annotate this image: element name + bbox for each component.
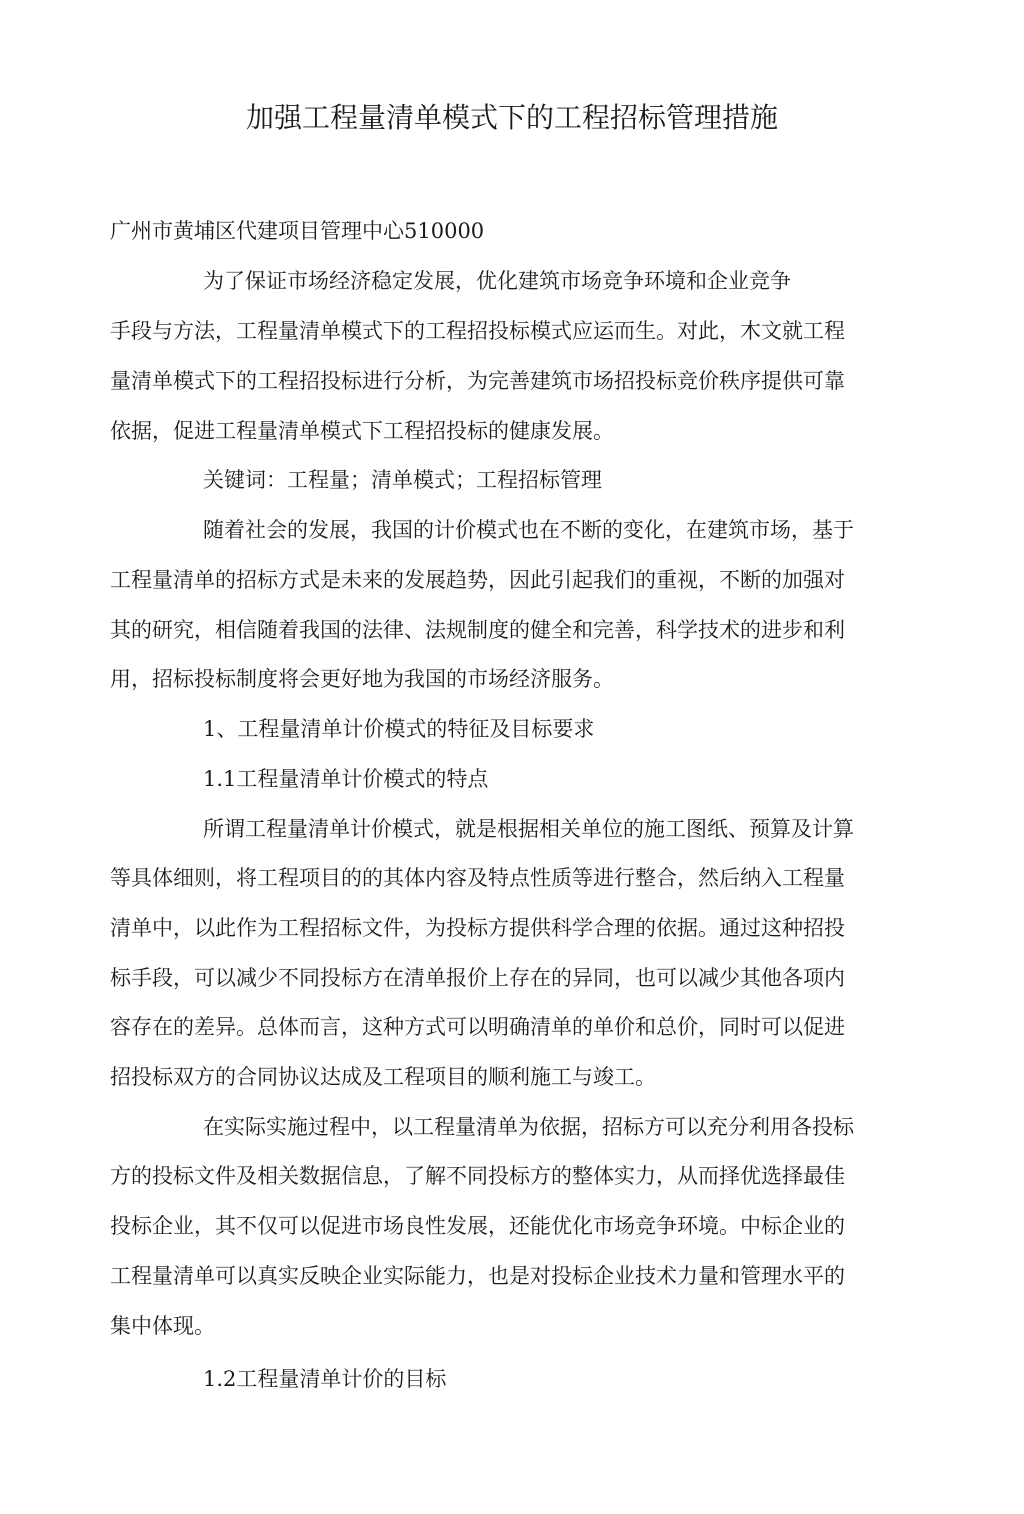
body-line: 招投标双方的合同协议达成及工程项目的顺利施工与竣工。 [110, 1065, 656, 1089]
body-line: 等具体细则，将工程项目的的其体内容及特点性质等进行整合，然后纳入工程量 [110, 866, 845, 890]
body-line: 工程量清单可以真实反映企业实际能力，也是对投标企业技术力量和管理水平的 [110, 1264, 845, 1288]
abstract-line: 依据，促进工程量清单模式下工程招投标的健康发展。 [110, 419, 614, 443]
body-line: 其的研究，相信随着我国的法律、法规制度的健全和完善，科学技术的进步和利 [110, 618, 845, 642]
abstract-line: 量清单模式下的工程招投标进行分析，为完善建筑市场招投标竞价秩序提供可靠 [110, 369, 845, 393]
abstract-line: 为了保证市场经济稳定发展，优化建筑市场竞争环境和企业竞争 [203, 269, 791, 293]
document-title: 加强工程量清单模式下的工程招标管理措施 [245, 101, 778, 134]
keywords-line: 关键词：工程量；清单模式；工程招标管理 [203, 468, 602, 492]
author-affiliation: 广州市黄埔区代建项目管理中心510000 [110, 219, 485, 243]
body-line: 随着社会的发展，我国的计价模式也在不断的变化，在建筑市场，基于 [203, 518, 854, 542]
section-heading: 1、工程量清单计价模式的特征及目标要求 [203, 717, 595, 741]
body-line: 标手段，可以减少不同投标方在清单报价上存在的异同，也可以减少其他各项内 [110, 966, 845, 990]
abstract-line: 手段与方法，工程量清单模式下的工程招投标模式应运而生。对此，木文就工程 [110, 319, 845, 343]
body-line: 在实际实施过程中，以工程量清单为依据，招标方可以充分利用各投标 [203, 1115, 854, 1139]
subsection-heading: 1.1工程量清单计价模式的特点 [203, 767, 489, 791]
body-line: 用，招标投标制度将会更好地为我国的市场经济服务。 [110, 667, 614, 691]
body-line: 投标企业，其不仅可以促进市场良性发展，还能优化市场竞争环境。中标企业的 [110, 1214, 845, 1238]
subsection-heading: 1.2工程量清单计价的目标 [203, 1367, 447, 1391]
body-line: 工程量清单的招标方式是未来的发展趋势，因此引起我们的重视，不断的加强对 [110, 568, 845, 592]
body-line: 方的投标文件及相关数据信息，了解不同投标方的整体实力，从而择优选择最佳 [110, 1164, 845, 1188]
body-line: 清单中，以此作为工程招标文件，为投标方提供科学合理的依据。通过这种招投 [110, 916, 845, 940]
body-line: 所谓工程量清单计价模式，就是根据相关单位的施工图纸、预算及计算 [203, 817, 854, 841]
body-line: 集中体现。 [110, 1314, 215, 1338]
body-line: 容存在的差异。总体而言，这种方式可以明确清单的单价和总价，同时可以促进 [110, 1015, 845, 1039]
